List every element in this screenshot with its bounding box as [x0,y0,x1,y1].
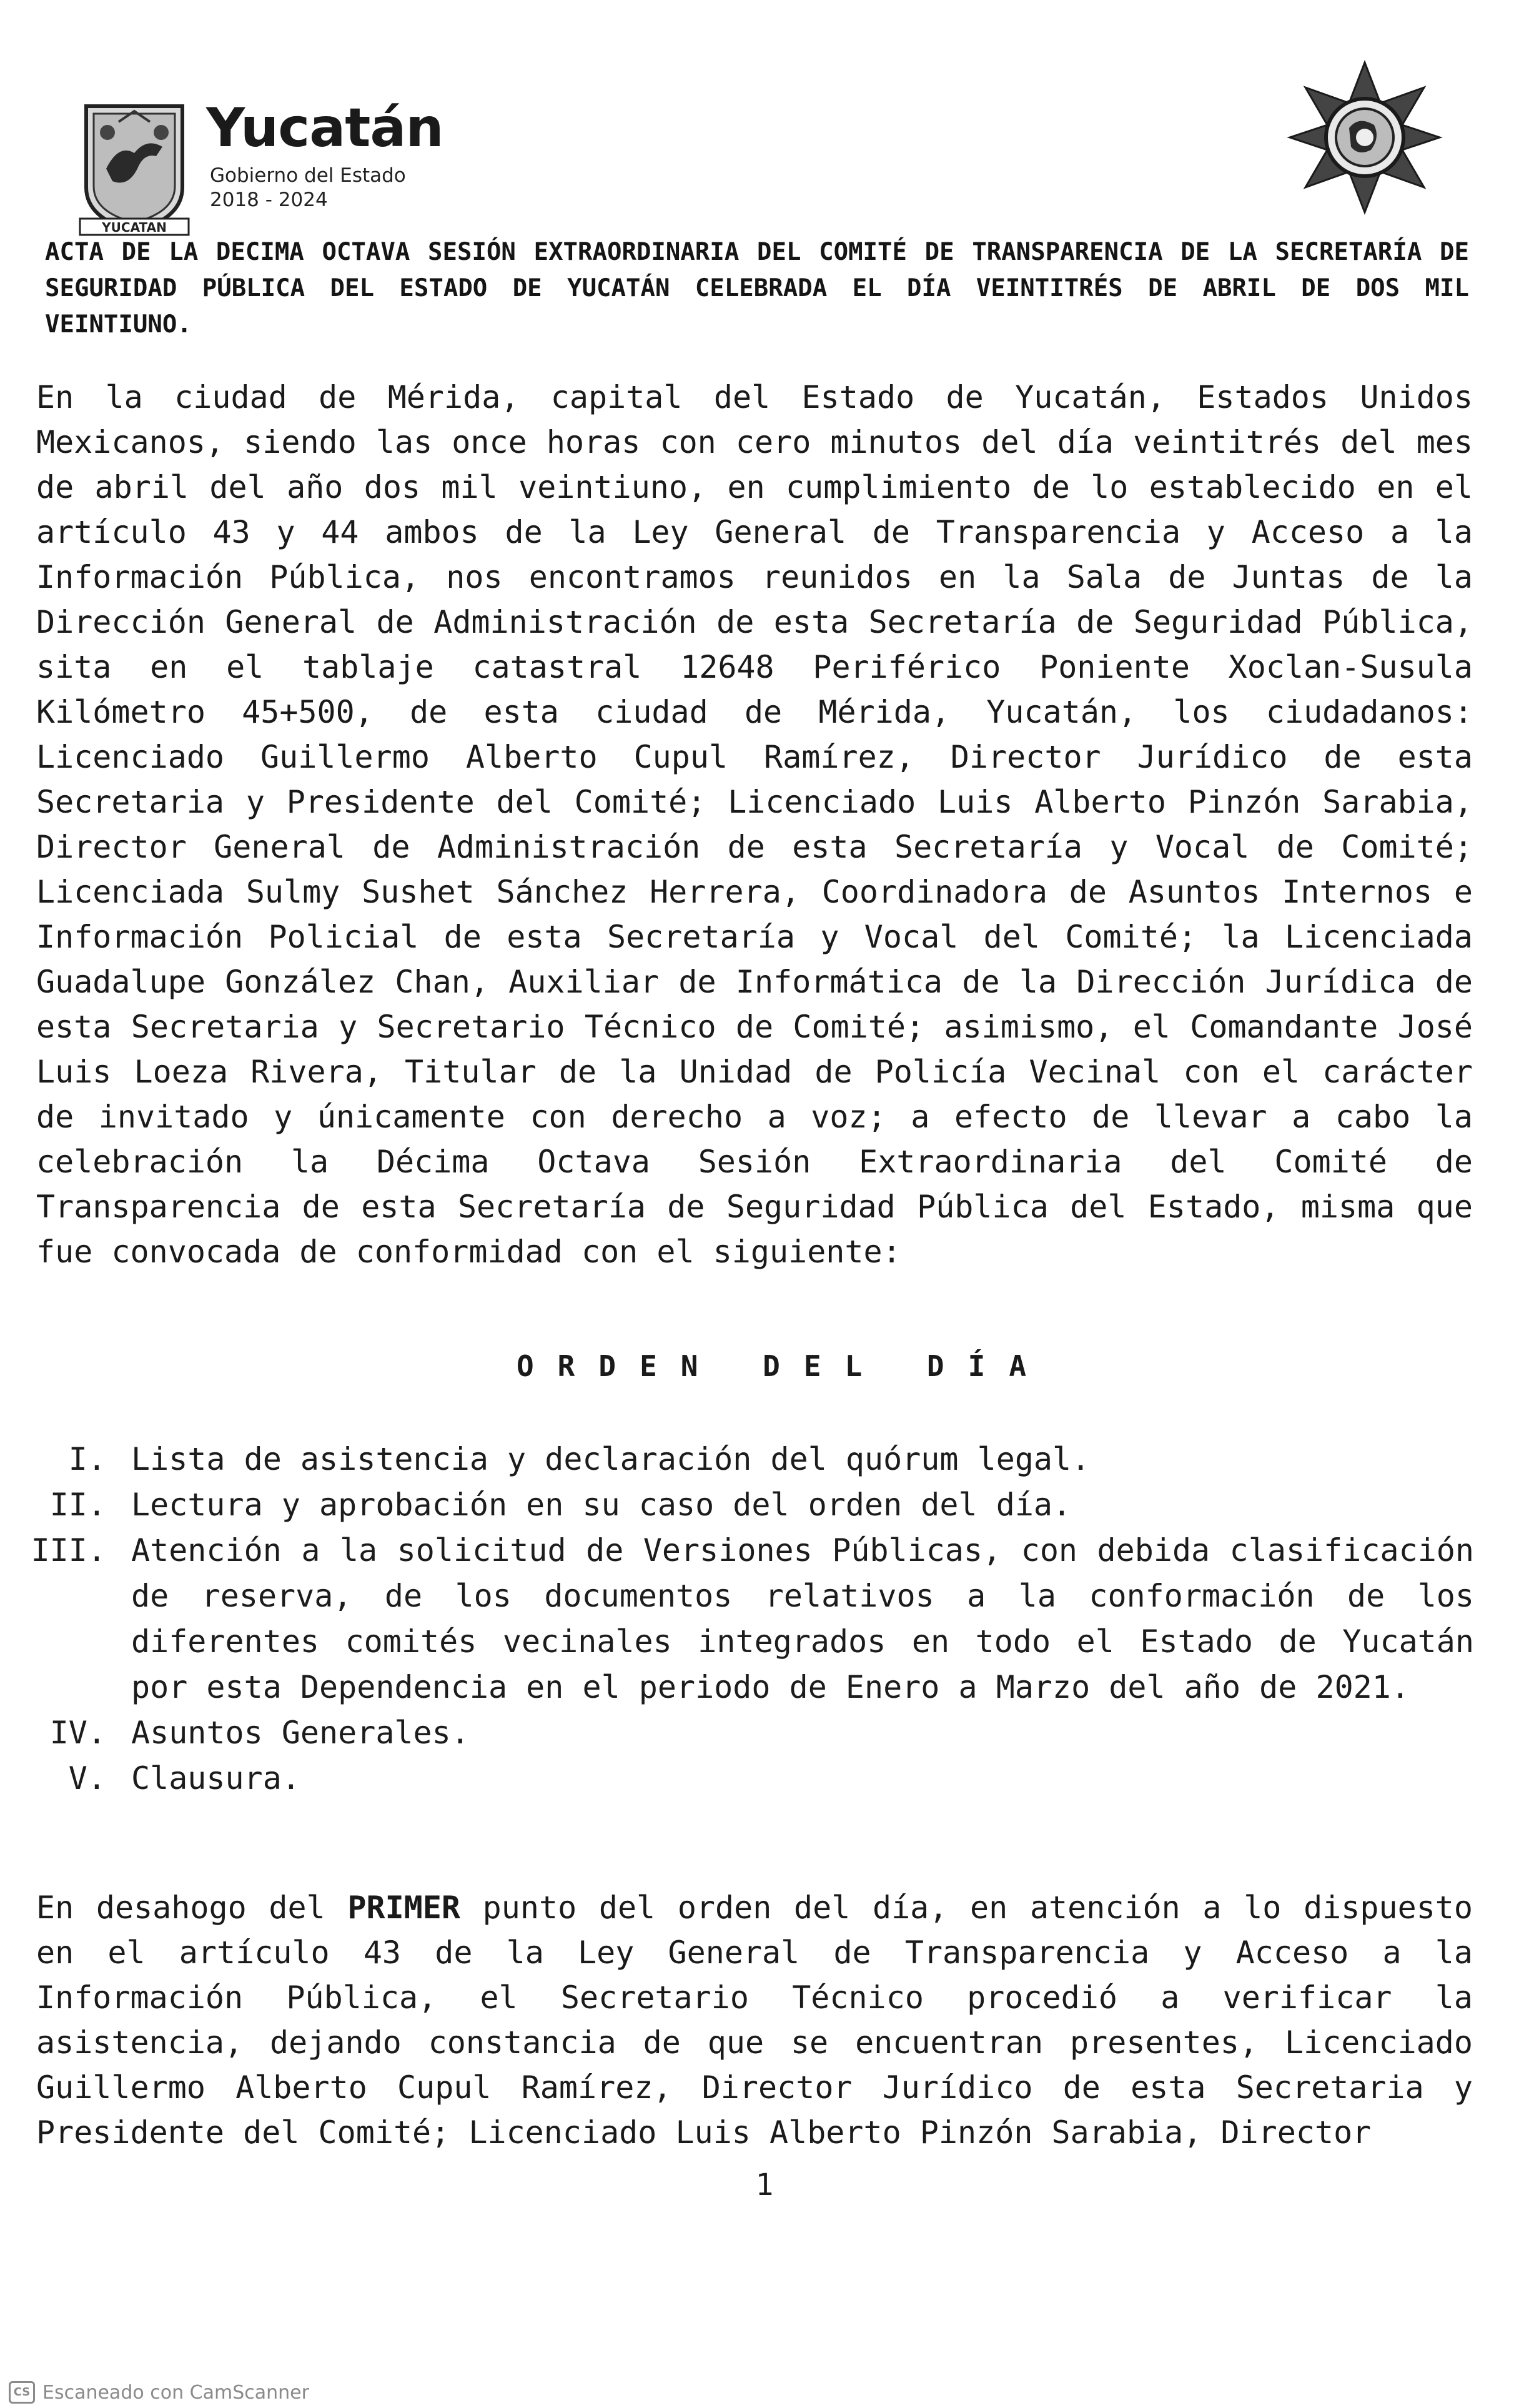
agenda-heading: ORDEN DEL DÍA [516,1349,1051,1383]
police-star-emblem-icon [1287,59,1443,216]
scanner-text: Escaneado con CamScanner [42,2381,309,2404]
agenda-item [0,1437,1529,1482]
agenda-item [0,1482,1529,1528]
brand-subtitle: Gobierno del Estado [210,164,406,187]
page-number: 1 [755,2168,774,2202]
paragraph-bold-word: PRIMER [347,1890,460,1926]
shield-banner-text: YUCATAN [102,220,167,235]
camscanner-icon: CS [9,2381,35,2404]
agenda-item-text: Atención a la solicitud de Versiones Públicas, con debida clasificación de reserva, de los documentos relativos a la conformación de los diferentes comités vecinales integrados en todo el Estado de Yucatán por esta Dependencia en el periodo de Enero a Marzo del año de 2021. [131,1532,1474,1705]
yucatan-shield-icon [75,94,194,237]
agenda-item [0,1528,1529,1710]
paragraph-text-rest: punto del orden del día, en atención a lo dispuesto en el artículo 43 de la Ley General de Transparencia y Acceso a la Información Pública, el Secretario Técnico procedió a verificar la asistencia, dejando constancia de que se encuentran presentes, Licenciado Guillermo Alberto Cupul Ramírez, Director Jurídico de esta Secretaria y Presidente del Comité; Licenciado Luis Alberto Pinzón Sarabia, Director [36,1890,1473,2151]
document-title: ACTA DE LA DECIMA OCTAVA SESIÓN EXTRAORDINARIA DEL COMITÉ DE TRANSPARENCIA DE LA SECRETARÍA DE SEGURIDAD PÚBLICA DEL ESTADO DE YUCATÁN CELEBRADA EL DÍA VEINTITRÉS DE ABRIL DE DOS MIL VEINTIUNO. [45,238,1469,339]
agenda-item-text: Asuntos Generales. [131,1715,470,1751]
agenda-item [0,1756,1529,1801]
agenda-item-number: IV. [49,1715,106,1751]
opening-paragraph: En la ciudad de Mérida, capital del Estado de Yucatán, Estados Unidos Mexicanos, siendo las once horas con cero minutos del día veintitrés del mes de abril del año dos mil veintiuno, en cumplimiento de lo establecido en el artículo 43 y 44 ambos de la Ley General de Transparencia y Acceso a la Información Pública, nos encontramos reunidos en la Sala de Juntas de la Dirección General de Administración de esta Secretaría de Seguridad Pública, sita en el tablaje catastral 12648 Periférico Poniente Xoclan-Susula Kilómetro 45+500, de esta ciudad de Mérida, Yucatán, los ciudadanos: Licenciado Guillermo Alberto Cupul Ramírez, Director Jurídico de esta Secretaria y Presidente del Comité; Licenciado Luis Alberto Pinzón Sarabia, Director General de Administración de esta Secretaría y Vocal de Comité; Licenciada Sulmy Sushet Sánchez Herrera, Coordinadora de Asuntos Internos e Información Policial de esta Secretaría y Vocal del Comité; la Licenciada Guadalupe González Chan, Auxiliar de Informática de la Dirección Jurídica de esta Secretaria y Secretario Técnico de Comité; asimismo, el Comandante José Luis Loeza Rivera, Titular de la Unidad de Policía Vecinal con el carácter de invitado y únicamente con derecho a voz; a efecto de llevar a cabo la celebración la Décima Octava Sesión Extraordinaria del Comité de Transparencia de esta Secretaría de Seguridad Pública del Estado, misma que fue convocada de conformidad con el siguiente: [36,379,1473,1270]
agenda-item-text: Lectura y aprobación en su caso del orden del día. [131,1487,1072,1523]
brand-years: 2018 - 2024 [210,189,328,211]
agenda-item [0,1710,1529,1756]
agenda-item-number: V. [68,1760,106,1796]
agenda-item-number: I. [68,1441,106,1477]
agenda-item-number: III. [31,1532,106,1568]
scanner-watermark [9,2381,309,2404]
agenda-item-number: II. [49,1487,106,1523]
agenda-item-text: Clausura. [131,1760,300,1796]
government-logo [75,94,443,237]
first-point-paragraph [36,1885,1473,2155]
agenda-item-text: Lista de asistencia y declaración del quórum legal. [131,1441,1091,1477]
agenda-list [0,1437,1529,1801]
paragraph-text-start: En desahogo del [36,1890,348,1926]
brand-title: Yucatán [206,97,443,159]
